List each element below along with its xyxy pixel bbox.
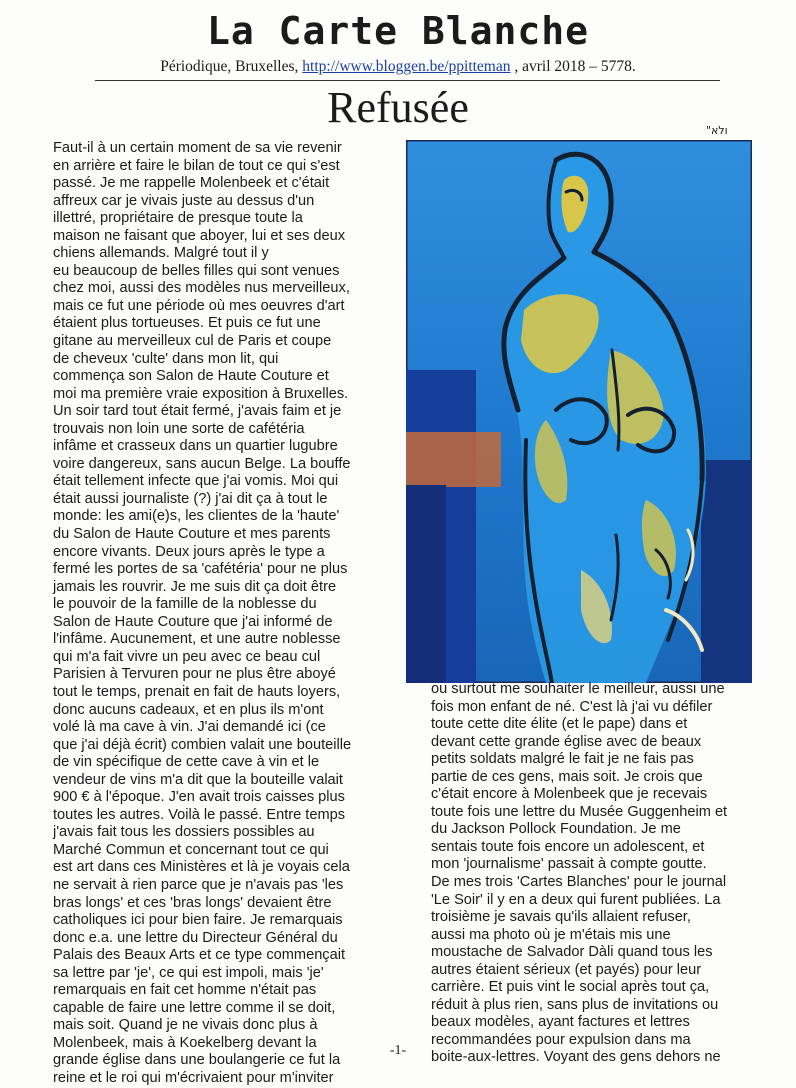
article-line: 'Le Soir' il y en a deux qui furent publiées. La xyxy=(431,891,721,908)
article-line: troisième je savais qu'ils allaient refuser, xyxy=(431,909,691,926)
article-line: est art dans ces Ministères et là je voyais cela xyxy=(53,859,350,876)
article-line: vendeur de vins m'a dit que la bouteille valait xyxy=(53,771,343,788)
article-line: 900 € à l'époque. J'en avait trois caisses plus xyxy=(53,789,345,806)
article-line: chiens allemands. Malgré tout il y xyxy=(53,245,269,262)
hebrew-mark: ולא" xyxy=(706,124,728,137)
article-line: mon 'journalisme' passait à compte goutte. xyxy=(431,856,707,873)
article-line: recommandées pour expulsion dans ma xyxy=(431,1031,691,1048)
article-line: illettré, propriétaire de presque toute la xyxy=(53,210,303,227)
article-line: sa lettre par 'je', ce qui est impoli, mais 'je' xyxy=(53,964,324,981)
article-line: passé. Je me rappelle Molenbeek et c'était xyxy=(53,175,330,192)
masthead-title: La Carte Blanche xyxy=(206,9,590,53)
article-line: tout le temps, prenait en fait de hauts loyers, xyxy=(53,683,341,700)
article-line: sentais toute fois encore un adolescent, et xyxy=(431,838,705,855)
article-line: de cheveux 'culte' dans mon lit, qui xyxy=(53,350,279,367)
article-line: commença son Salon de Haute Couture et xyxy=(53,368,329,385)
article-line: beaux modèles, ayant factures et lettres xyxy=(431,1014,690,1031)
article-line: monde: les ami(e)s, les clientes de la 'haute' xyxy=(53,508,340,525)
article-line: ou surtout me souhaiter le meilleur, aussi une xyxy=(431,681,725,697)
subline-suffix: , avril 2018 – 5778. xyxy=(510,58,636,75)
article-line: l'infâme. Aucunement, et une autre noblesse xyxy=(53,631,341,648)
article-headline: Refusée xyxy=(327,83,469,132)
article-line: maison ne faisant que aboyer, lui et ses deux xyxy=(53,227,346,244)
nude-painting-image xyxy=(406,140,752,683)
article-line: capable de faire une lettre comme il se doit, xyxy=(53,999,336,1016)
article-line: reine et le roi qui m'écrivaient pour m'inviter xyxy=(53,1069,334,1086)
article-line: partie de ces gens, mais soit. Je crois que xyxy=(431,768,703,785)
article-line: Palais des Beaux Arts et ce type commençait xyxy=(53,947,346,964)
article-line: qui m'a fait vivre un peu avec ce beau cul xyxy=(53,648,321,665)
article-line: étaient plus tortueuses. Et puis ce fut une xyxy=(53,315,321,332)
article-line: Parisien à Tervuren pour ne plus être aboyé xyxy=(53,666,336,683)
article-line: infâme et crasseux dans un quartier lugubre xyxy=(53,438,338,455)
article-line: voire dangereux, sans aucun Belge. La bouffe xyxy=(53,455,351,472)
article-line: trouvais non loin une sorte de cafétéria xyxy=(53,420,305,437)
article-line: eu beaucoup de belles filles qui sont venues xyxy=(53,262,340,279)
article-line: Salon de Haute Couture que j'ai informé de xyxy=(53,613,333,630)
article-line: autres étaient sérieux (et payés) pour leur xyxy=(431,961,702,978)
article-line: moustache de Salvador Dàli quand tous les xyxy=(431,944,713,961)
article-column-right xyxy=(431,681,751,1067)
article-line: toute cette dite élite (et le pape) dans et xyxy=(431,716,688,733)
article-line: catholiques ici pour bien faire. Je remarquais xyxy=(53,912,343,929)
article-line: chez moi, aussi des modèles nus merveilleux, xyxy=(53,280,350,297)
article-line: le pouvoir de la famille de la noblesse du xyxy=(53,596,317,613)
article-line: grande église dans une boulangerie ce fut la xyxy=(53,1052,341,1069)
article-line: Un soir tard tout était fermé, j'avais faim et je xyxy=(53,403,342,420)
article-line: De mes trois 'Cartes Blanches' pour le journal xyxy=(431,874,727,891)
article-line: j'avais fait tous les dossiers possibles au xyxy=(53,824,315,841)
article-column-left xyxy=(53,140,408,1088)
article-line: c'était encore à Molenbeek que je recevais xyxy=(431,786,708,803)
article-line: de vin spécifique de cette cave à vin et le xyxy=(53,754,320,771)
article-line: affreux car je vivais juste au dessus d'un xyxy=(53,192,315,209)
article-line: Faut-il à un certain moment de sa vie revenir xyxy=(53,140,342,156)
article-line: fermé les portes de sa 'cafétéria' pour ne plus xyxy=(53,561,348,578)
article-line: donc e.a. une lettre du Directeur Général du xyxy=(53,929,338,946)
blog-link[interactable]: http://www.bloggen.be/ppitteman xyxy=(302,58,511,75)
article-line: remarquais en fait cet homme n'était pas xyxy=(53,982,317,999)
article-line: réduit à plus rien, sans plus de invitations ou xyxy=(431,996,719,1013)
article-line: petits soldats malgré le fait je ne fais pas xyxy=(431,751,694,768)
article-line: encore vivants. Deux jours après le type a xyxy=(53,543,325,560)
subline-prefix: Périodique, Bruxelles, xyxy=(160,58,303,75)
article-line: toute fois une lettre du Musée Guggenheim et xyxy=(431,803,728,820)
article-line: devant cette grande église avec de beaux xyxy=(431,733,702,750)
article-line: ne servait à rien parce que je n'avais pas 'les xyxy=(53,876,344,893)
article-line: était tellement infecte que j'ai vomis. Moi qui xyxy=(53,473,339,490)
article-line: donc aucuns cadeaux, et en plus ils m'ont xyxy=(53,701,324,718)
article-line: Molenbeek, mais à Koekelberg devant la xyxy=(53,1034,317,1051)
article-line: fois mon enfant de né. C'est là j'ai vu défiler xyxy=(431,698,713,715)
masthead-subline xyxy=(0,57,796,77)
article-line: du Jackson Pollock Foundation. Je me xyxy=(431,821,681,838)
article-line: du Salon de Haute Couture et mes parents xyxy=(53,526,331,543)
article-line: Marché Commun et concernant tout ce qui xyxy=(53,841,329,858)
article-line: volé là ma cave à vin. J'ai demandé ici (ce xyxy=(53,719,326,736)
article-line: aussi ma photo où je m'étais mis une xyxy=(431,926,671,943)
article-line: mais ce fut une période où mes oeuvres d'art xyxy=(53,297,345,314)
article-line: gitane au merveilleux cul de Paris et coupe xyxy=(53,333,332,350)
article-line: toutes les autres. Voilà le passé. Entre temps xyxy=(53,806,346,823)
article-line: était aussi journaliste (?) j'ai dit ça à tout le xyxy=(53,490,328,507)
article-line: moi ma première vraie exposition à Bruxelles. xyxy=(53,385,349,402)
article-line: mais soit. Quand je ne vivais donc plus à xyxy=(53,1017,318,1034)
article-line: jamais les rouvrir. Je me suis dit ça doit être xyxy=(53,578,337,595)
article-line: bras longs' et ces 'bras longs' devaient être xyxy=(53,894,332,911)
article-line: boite-aux-lettres. Voyant des gens dehors ne xyxy=(431,1049,721,1066)
article-line: en arrière et faire le bilan de tout ce qui s'est xyxy=(53,157,340,174)
article-line: que j'ai déjà écrit) combien valait une bouteille xyxy=(53,736,352,753)
article-line: carrière. Et puis vint le social après tout ça, xyxy=(431,979,710,996)
page-number: -1- xyxy=(389,1043,407,1058)
